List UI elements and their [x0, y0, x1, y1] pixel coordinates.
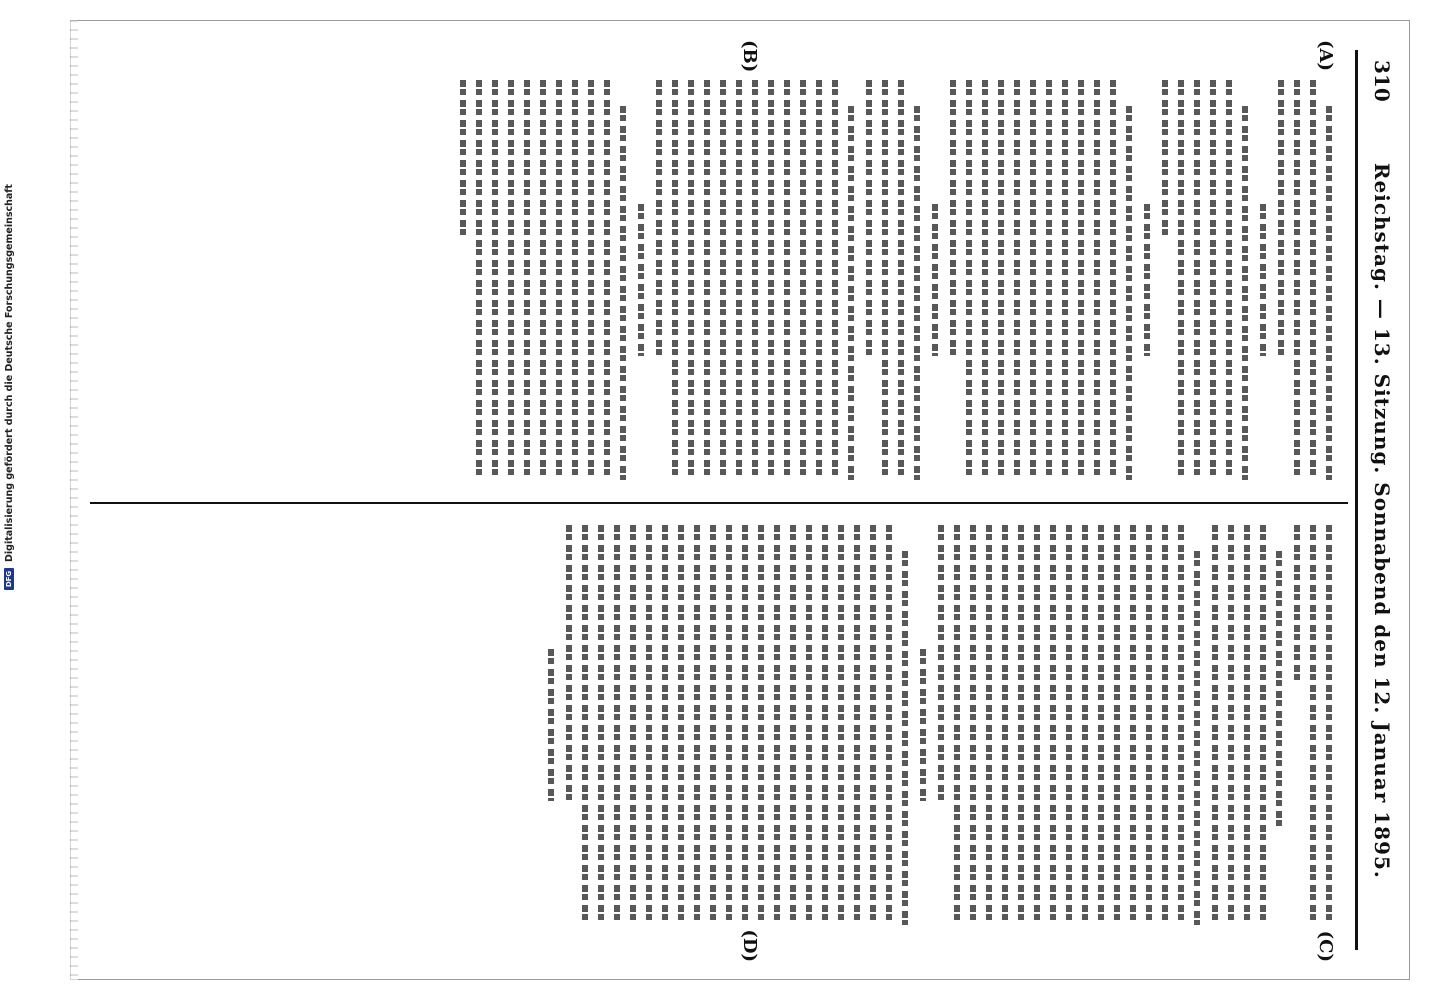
page-header	[1364, 60, 1400, 940]
right-para-2	[1212, 525, 1282, 925]
rotated-scanned-page	[70, 20, 1410, 980]
left-reaction-2	[1144, 80, 1150, 480]
margin-marker-a: (A)	[1315, 40, 1336, 71]
digitization-credit	[0, 180, 18, 590]
right-para-4	[566, 525, 908, 925]
page-number: 310	[1370, 60, 1394, 102]
right-reaction-1	[920, 525, 926, 925]
right-column	[100, 525, 1342, 925]
right-para-3	[938, 525, 1200, 925]
margin-marker-b: (B)	[739, 40, 760, 73]
scan-edge-noise	[70, 20, 78, 980]
left-reaction-1	[1260, 80, 1266, 480]
left-para-4	[866, 80, 920, 480]
column-divider	[90, 502, 1348, 504]
left-reaction-4	[638, 80, 644, 480]
page-title: Reichstag. — 13. Sitzung. Sonnabend den 12. Januar 1895.	[1370, 162, 1394, 879]
right-para-1	[1294, 525, 1332, 925]
left-column	[100, 80, 1342, 480]
left-reaction-3	[932, 80, 938, 480]
left-para-5	[656, 80, 854, 480]
digitization-credit-text: Digitalisierung gefördert durch die Deutsche Forschungsgemeinschaft	[3, 184, 15, 562]
left-para-3	[950, 80, 1132, 480]
left-para-2	[1162, 80, 1248, 480]
left-para-6	[460, 80, 626, 480]
header-rule	[1355, 50, 1358, 950]
right-reaction-2	[548, 525, 554, 925]
left-para-1	[1278, 80, 1332, 480]
margin-marker-d: (D)	[739, 929, 760, 962]
dfg-logo-icon: DFG	[4, 568, 14, 590]
margin-marker-c: (C)	[1315, 930, 1336, 962]
